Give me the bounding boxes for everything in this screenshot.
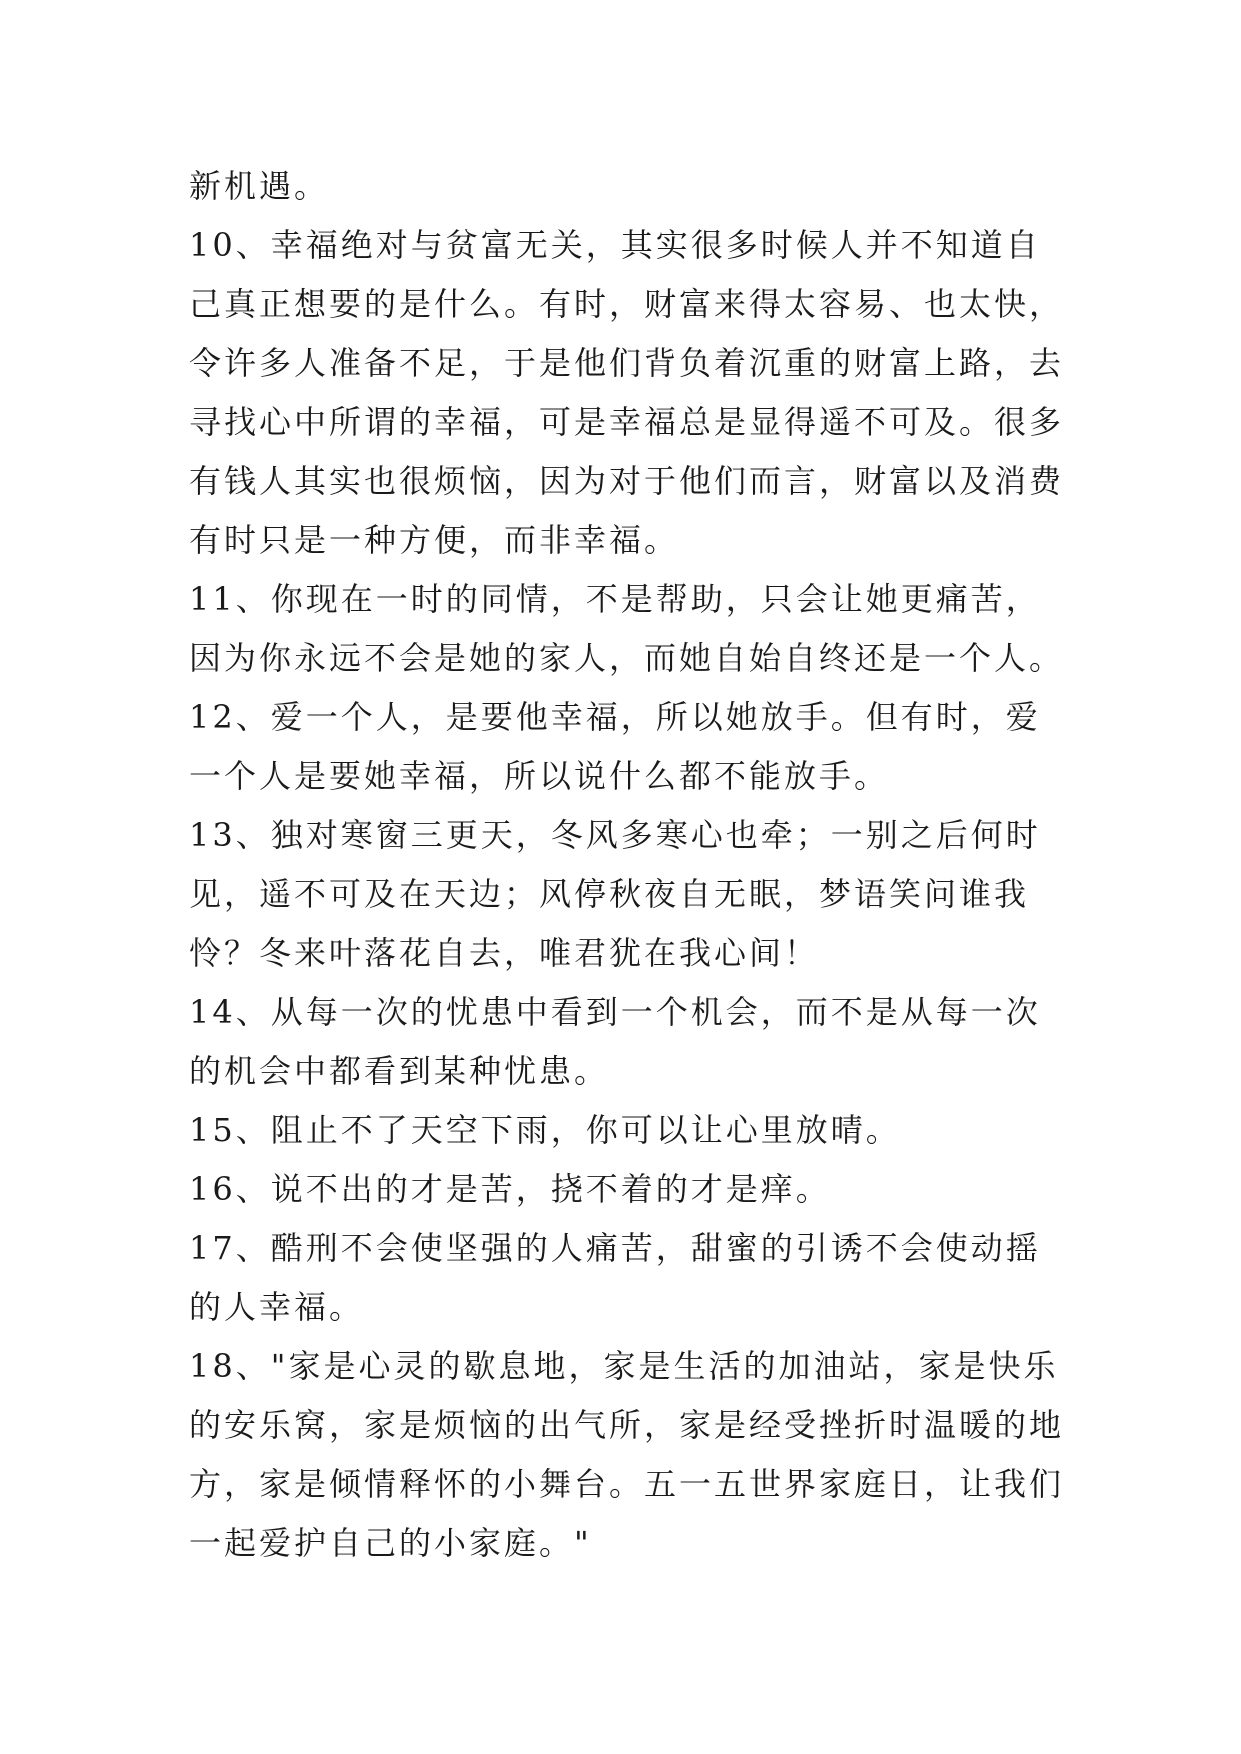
paragraph-item-17: 17、酷刑不会使坚强的人痛苦，甜蜜的引诱不会使动摇的人幸福。 [189, 1229, 1041, 1326]
paragraph-item-12: 12、爱一个人，是要他幸福，所以她放手。但有时，爱一个人是要她幸福，所以说什么都不能放手。 [189, 698, 1041, 795]
paragraph-item-15: 15、阻止不了天空下雨，你可以让心里放晴。 [189, 1111, 901, 1149]
paragraph-continuation: 新机遇。 [189, 167, 330, 205]
paragraph-item-11: 11、你现在一时的同情，不是帮助，只会让她更痛苦，因为你永远不会是她的家人，而她自始自终还是一个人。 [189, 580, 1065, 677]
paragraph-item-18: 18、"家是心灵的歇息地，家是生活的加油站，家是快乐的安乐窝，家是烦恼的出气所，家是经受挫折时温暖的地方，家是倾情释怀的小舞台。五一五世界家庭日，让我们一起爱护自己的小家庭。" [189, 1347, 1065, 1562]
paragraph-item-13: 13、独对寒窗三更天，冬风多寒心也牵；一别之后何时见，遥不可及在天边；风停秋夜自无眠，梦语笑问谁我怜？冬来叶落花自去，唯君犹在我心间！ [189, 816, 1041, 972]
paragraph-item-10: 10、幸福绝对与贫富无关，其实很多时候人并不知道自己真正想要的是什么。有时，财富来得太容易、也太快，令许多人准备不足，于是他们背负着沉重的财富上路，去寻找心中所谓的幸福，可是幸福总是显得遥不可及。很多有钱人其实也很烦恼，因为对于他们而言，财富以及消费有时只是一种方便，而非幸福。 [189, 226, 1065, 559]
paragraph-item-14: 14、从每一次的忧患中看到一个机会，而不是从每一次的机会中都看到某种忧患。 [189, 993, 1041, 1090]
paragraph-item-16: 16、说不出的才是苦，挠不着的才是痒。 [189, 1170, 831, 1208]
body-text [189, 157, 1069, 1573]
